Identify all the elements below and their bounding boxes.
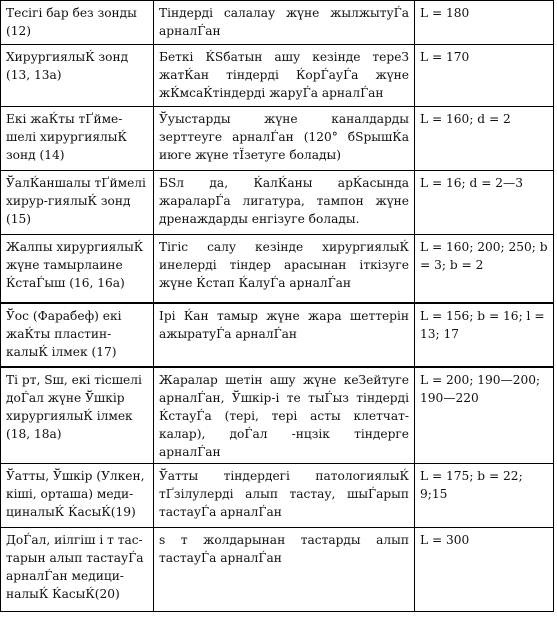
table-row — [1, 367, 554, 464]
instrument-dimensions: L = 160; 200; 250; b = 3; b = 2 — [415, 235, 554, 303]
instrument-dimensions: L = 180 — [415, 1, 554, 45]
table-row — [1, 107, 554, 171]
instrument-dimensions: L = 300 — [415, 527, 554, 611]
instrument-name: Ўос (Фарабеф) екі жаЌты пластин-калыЌ ілмек (17) — [1, 303, 154, 367]
instrument-purpose: Тіндерді салалау жүне жылжытуЃа арналЃан — [154, 1, 415, 45]
instrument-name: Тесігі бар без зонды (12) — [1, 1, 154, 45]
instrument-name: Екі жаЌты тҐйме-шелі хирургиялыЌ зонд (14) — [1, 107, 154, 171]
table-row — [1, 463, 554, 527]
instrument-purpose: s т жолдарынан тастарды алып тастауЃа арналЃан — [154, 527, 415, 611]
instrument-name: ДоЃал, иілгіш і т тас-тарын алып тастауЃа арналЃан медици-налыЌ ЌасыЌ(20) — [1, 527, 154, 611]
table-row — [1, 45, 554, 107]
instrument-purpose: Ўуыстарды жүне каналдарды зерттеуге арналЃан (120° бЅрышЌа июге жүне тЇзетуге болады) — [154, 107, 415, 171]
table-row — [1, 527, 554, 611]
instrument-purpose: Ірі Ќан тамыр жүне жара шеттерін ажыратуЃа арналЃан — [154, 303, 415, 367]
instrument-name: Жалпы хирургиялыЌ жүне тамырлаине ЌстаЃыш (16, 16а) — [1, 235, 154, 303]
instrument-name: Ўатты, Ўшкір (Улкен, кіші, орташа) меди-циналыЌ ЌасыЌ(19) — [1, 463, 154, 527]
instrument-dimensions: L = 175; b = 22; 9;15 — [415, 463, 554, 527]
instrument-dimensions: L = 200; 190—200; 190—220 — [415, 367, 554, 464]
instrument-purpose: Беткі ЌЅбатын ашу кезінде тереЗ жатЌан тіндерді ЌорЃауЃа жүне жЌмсаЌтіндерді жаруЃа арналЃан — [154, 45, 415, 107]
instrument-purpose: БЅл да, ЌалЌаны арЌасында жараларЃа лигатура, тампон жүне дренаждарды енгізуге болады. — [154, 171, 415, 235]
table-row — [1, 303, 554, 367]
instrument-purpose: Жаралар шетін ашу жүне кеЗейтуге арналЃан, Ўшкір-і те тыЃыз тіндерді ЌстауЃа (тері, тері асты клетчат-калар), доЃал -нцзік тіндерге арналЃан — [154, 367, 415, 464]
instrument-dimensions: L = 160; d = 2 — [415, 107, 554, 171]
instrument-dimensions: L = 156; b = 16; l = 13; 17 — [415, 303, 554, 367]
table-row — [1, 171, 554, 235]
instrument-name: Ті рт, Ѕш, екі тісшелі доЃал жүне Ўшкір хирургиялыЌ ілмек (18, 18а) — [1, 367, 154, 464]
instrument-dimensions: L = 16; d = 2—3 — [415, 171, 554, 235]
instrument-name: ЎалЌаншалы тҐймелі хирур-гиялыЌ зонд (15) — [1, 171, 154, 235]
instrument-name: ХирургиялыЌ зонд (13, 13а) — [1, 45, 154, 107]
instrument-dimensions: L = 170 — [415, 45, 554, 107]
instrument-purpose: Тігіс салу кезінде хирургиялыЌ инелерді тіндер арасынан іткізуге жүне Ќстап ЌалуЃа арналЃан — [154, 235, 415, 303]
instrument-purpose: Ўатты тіндердегі патологиялыЌ тҐзілулерді алып тастау, шыЃарып тастауЃа арналЃан — [154, 463, 415, 527]
table-row — [1, 235, 554, 303]
table-row — [1, 1, 554, 45]
